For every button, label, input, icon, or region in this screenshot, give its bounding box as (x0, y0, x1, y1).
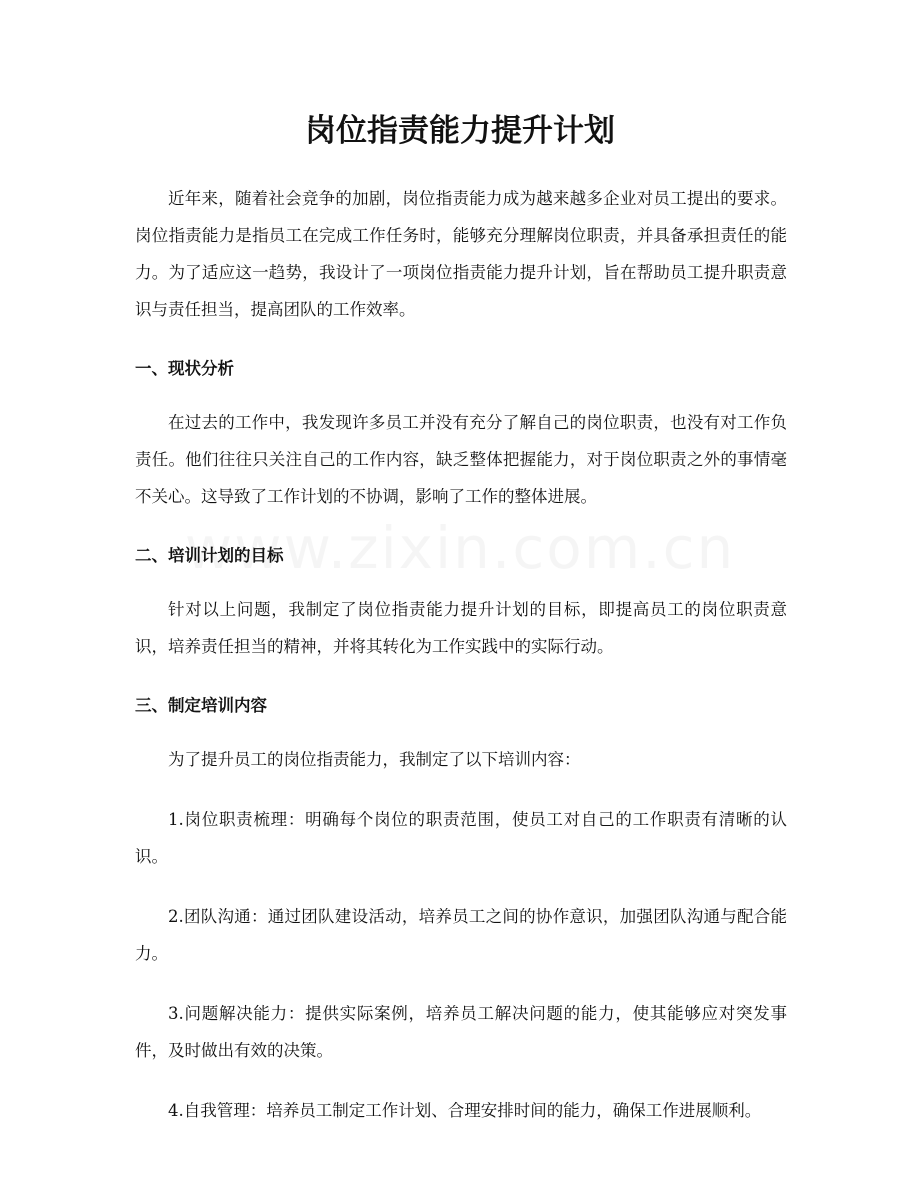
section-paragraph-content: 为了提升员工的岗位指责能力，我制定了以下培训内容： (168, 750, 581, 769)
document-body (135, 180, 787, 1129)
section-heading-goal: 二、培训计划的目标 (135, 546, 284, 565)
document-title: 岗位指责能力提升计划 (305, 113, 615, 149)
section-heading-content: 三、制定培训内容 (135, 696, 267, 715)
section-paragraph-goal: 针对以上问题，我制定了岗位指责能力提升计划的目标，即提高员工的岗位职责意识，培养责任担当的精神，并将其转化为工作实践中的实际行动。 (135, 600, 787, 656)
list-item: 1.岗位职责梳理：明确每个岗位的职责范围，使员工对自己的工作职责有清晰的认识。 (135, 810, 787, 866)
section-heading-status: 一、现状分析 (135, 359, 234, 378)
section-paragraph-status: 在过去的工作中，我发现许多员工并没有充分了解自己的岗位职责，也没有对工作负责任。他们往往只关注自己的工作内容，缺乏整体把握能力，对于岗位职责之外的事情毫不关心。这导致了工作计划的不协调，影响了工作的整体进展。 (135, 413, 787, 506)
intro-paragraph: 近年来，随着社会竞争的加剧，岗位指责能力成为越来越多企业对员工提出的要求。岗位指责能力是指员工在完成工作任务时，能够充分理解岗位职责，并具备承担责任的能力。为了适应这一趋势，我设计了一项岗位指责能力提升计划，旨在帮助员工提升职责意识与责任担当，提高团队的工作效率。 (135, 189, 787, 319)
list-item: 2.团队沟通：通过团队建设活动，培养员工之间的协作意识，加强团队沟通与配合能力。 (135, 907, 787, 963)
list-item: 4.自我管理：培养员工制定工作计划、合理安排时间的能力，确保工作进展顺利。 (168, 1101, 762, 1120)
list-item: 3.问题解决能力：提供实际案例，培养员工解决问题的能力，使其能够应对突发事件，及时做出有效的决策。 (135, 1004, 787, 1060)
